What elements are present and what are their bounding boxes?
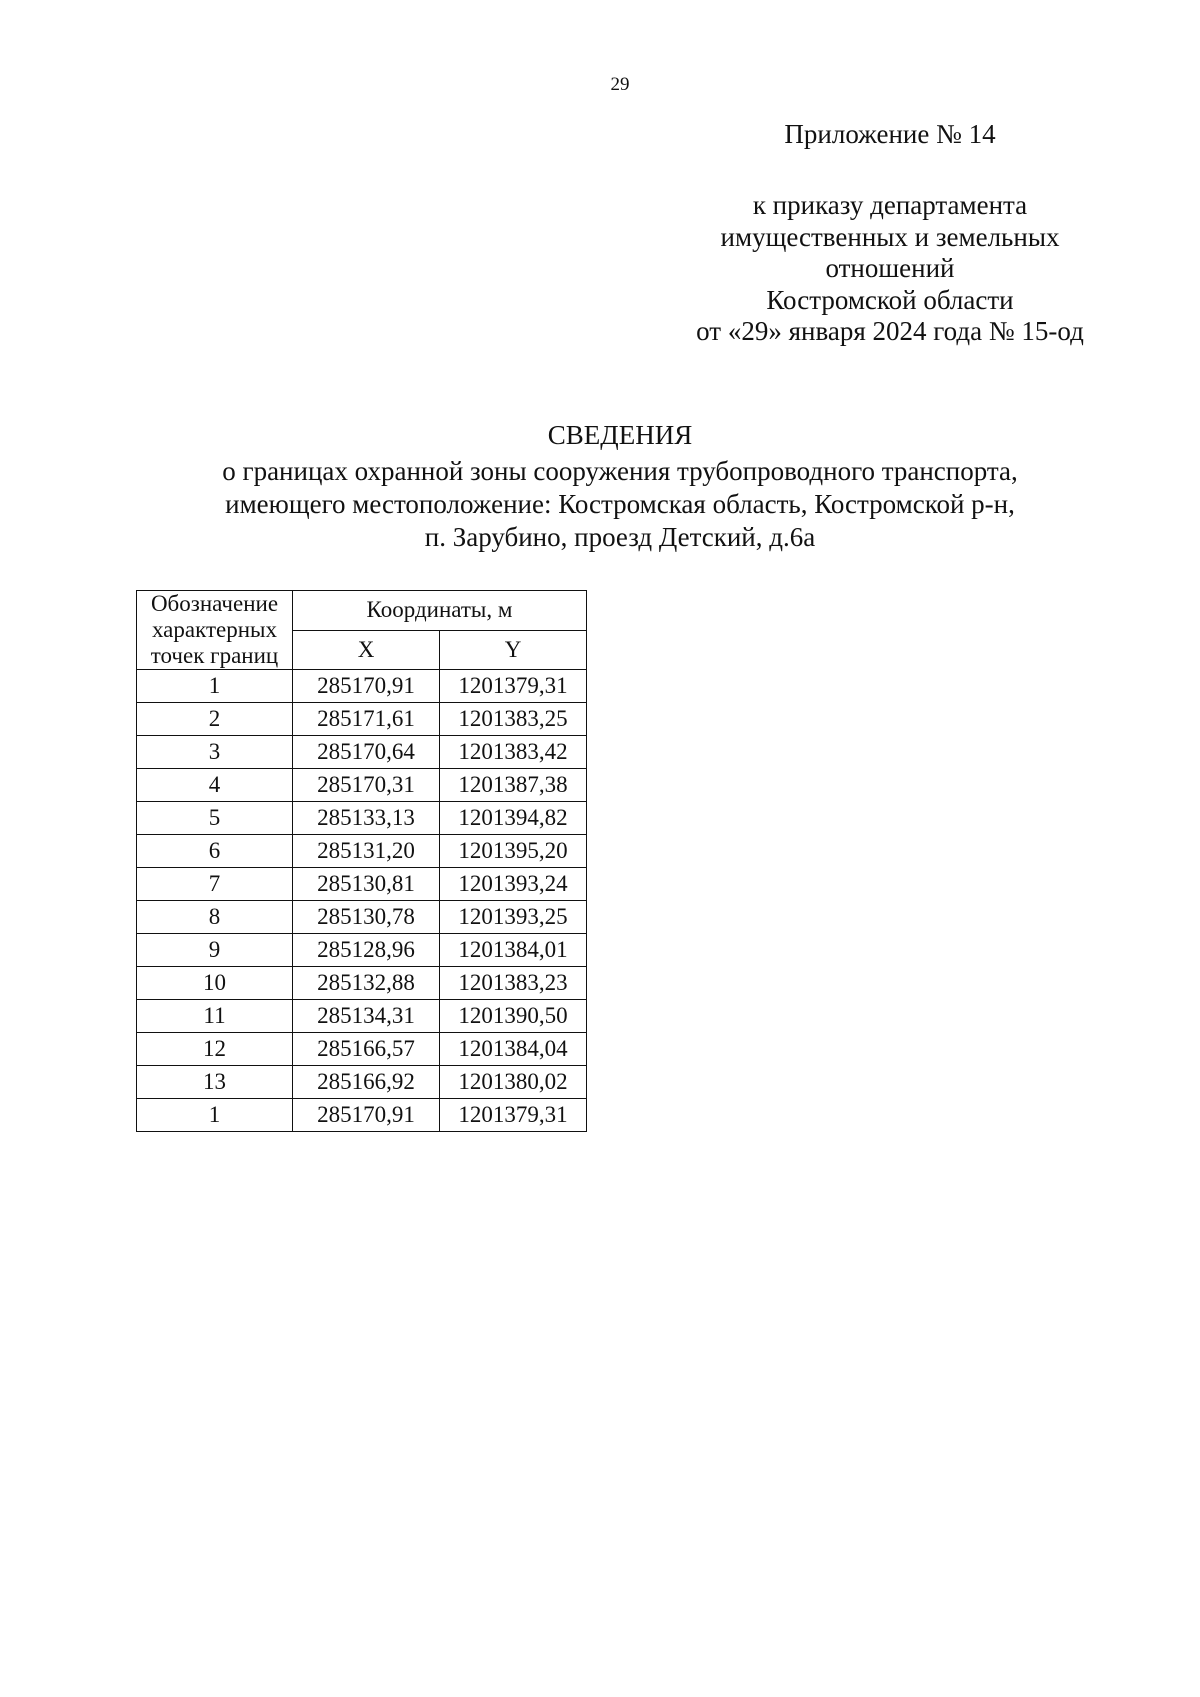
y-coordinate-cell: 1201395,20 bbox=[440, 835, 587, 868]
order-line: отношений bbox=[825, 253, 955, 283]
order-line: Костромской области bbox=[766, 284, 1014, 315]
x-coordinate-cell: 285166,92 bbox=[293, 1066, 440, 1099]
point-id-cell: 10 bbox=[137, 967, 293, 1000]
y-coordinate-cell: 1201383,23 bbox=[440, 967, 587, 1000]
table-row bbox=[137, 736, 587, 769]
x-coordinate-cell: 285170,91 bbox=[293, 1099, 440, 1132]
table-row bbox=[137, 868, 587, 901]
x-coordinate-cell: 285130,81 bbox=[293, 868, 440, 901]
y-coordinate-cell: 1201394,82 bbox=[440, 802, 587, 835]
x-coordinate-cell: 285133,13 bbox=[293, 802, 440, 835]
y-coordinate-cell: 1201379,31 bbox=[440, 1099, 587, 1132]
table-row bbox=[137, 802, 587, 835]
x-coordinate-cell: 285171,61 bbox=[293, 703, 440, 736]
table-row bbox=[137, 1099, 587, 1132]
x-coordinate-cell: 285170,64 bbox=[293, 736, 440, 769]
document-heading: СВЕДЕНИЯ bbox=[547, 420, 693, 450]
x-coordinate-cell: 285132,88 bbox=[293, 967, 440, 1000]
x-coordinate-cell: 285130,78 bbox=[293, 901, 440, 934]
point-id-cell: 13 bbox=[137, 1066, 293, 1099]
y-coordinate-cell: 1201383,42 bbox=[440, 736, 587, 769]
table-row bbox=[137, 934, 587, 967]
point-id-cell: 3 bbox=[137, 736, 293, 769]
y-coordinate-cell: 1201383,25 bbox=[440, 703, 587, 736]
y-coordinate-cell: 1201384,01 bbox=[440, 934, 587, 967]
point-id-cell: 2 bbox=[137, 703, 293, 736]
order-line: имущественных и земельных bbox=[720, 221, 1060, 252]
table-row bbox=[137, 1066, 587, 1099]
point-id-cell: 11 bbox=[137, 1000, 293, 1033]
x-coordinate-cell: 285170,31 bbox=[293, 769, 440, 802]
x-coordinate-cell: 285134,31 bbox=[293, 1000, 440, 1033]
table-row bbox=[137, 901, 587, 934]
subheading-line: о границах охранной зоны сооружения трубопроводного транспорта, bbox=[222, 456, 1018, 486]
appendix-title: Приложение № 14 bbox=[784, 119, 996, 149]
table-row bbox=[137, 703, 587, 736]
point-id-cell: 4 bbox=[137, 769, 293, 802]
header-coordinates: Координаты, м bbox=[293, 591, 587, 631]
order-reference bbox=[640, 190, 1140, 348]
point-id-cell: 5 bbox=[137, 802, 293, 835]
point-id-cell: 6 bbox=[137, 835, 293, 868]
y-coordinate-cell: 1201379,31 bbox=[440, 670, 587, 703]
coordinates-table-body bbox=[137, 670, 587, 1132]
y-coordinate-cell: 1201387,38 bbox=[440, 769, 587, 802]
page-number: 29 bbox=[610, 74, 630, 95]
table-row bbox=[137, 769, 587, 802]
table-row bbox=[137, 1000, 587, 1033]
header-x: X bbox=[293, 630, 440, 670]
y-coordinate-cell: 1201380,02 bbox=[440, 1066, 587, 1099]
point-id-cell: 1 bbox=[137, 670, 293, 703]
document-subheading bbox=[0, 455, 1200, 554]
header-y: Y bbox=[440, 630, 587, 670]
table-row bbox=[137, 1033, 587, 1066]
point-id-cell: 9 bbox=[137, 934, 293, 967]
table-row bbox=[137, 835, 587, 868]
y-coordinate-cell: 1201393,25 bbox=[440, 901, 587, 934]
y-coordinate-cell: 1201390,50 bbox=[440, 1000, 587, 1033]
y-coordinate-cell: 1201393,24 bbox=[440, 868, 587, 901]
header-boundary-points: Обозначение характерных точек границ bbox=[137, 591, 293, 670]
x-coordinate-cell: 285131,20 bbox=[293, 835, 440, 868]
point-id-cell: 8 bbox=[137, 901, 293, 934]
x-coordinate-cell: 285166,57 bbox=[293, 1033, 440, 1066]
order-line: к приказу департамента bbox=[752, 190, 1028, 220]
subheading-line: имеющего местоположение: Костромская область, Костромской р-н, bbox=[225, 489, 1015, 519]
subheading-line: п. Зарубино, проезд Детский, д.6а bbox=[424, 522, 816, 552]
table-row bbox=[137, 967, 587, 1000]
point-id-cell: 12 bbox=[137, 1033, 293, 1066]
x-coordinate-cell: 285128,96 bbox=[293, 934, 440, 967]
x-coordinate-cell: 285170,91 bbox=[293, 670, 440, 703]
y-coordinate-cell: 1201384,04 bbox=[440, 1033, 587, 1066]
coordinates-table bbox=[136, 590, 587, 1132]
order-line: от «29» января 2024 года № 15-од bbox=[696, 316, 1084, 346]
table-row bbox=[137, 670, 587, 703]
point-id-cell: 7 bbox=[137, 868, 293, 901]
point-id-cell: 1 bbox=[137, 1099, 293, 1132]
